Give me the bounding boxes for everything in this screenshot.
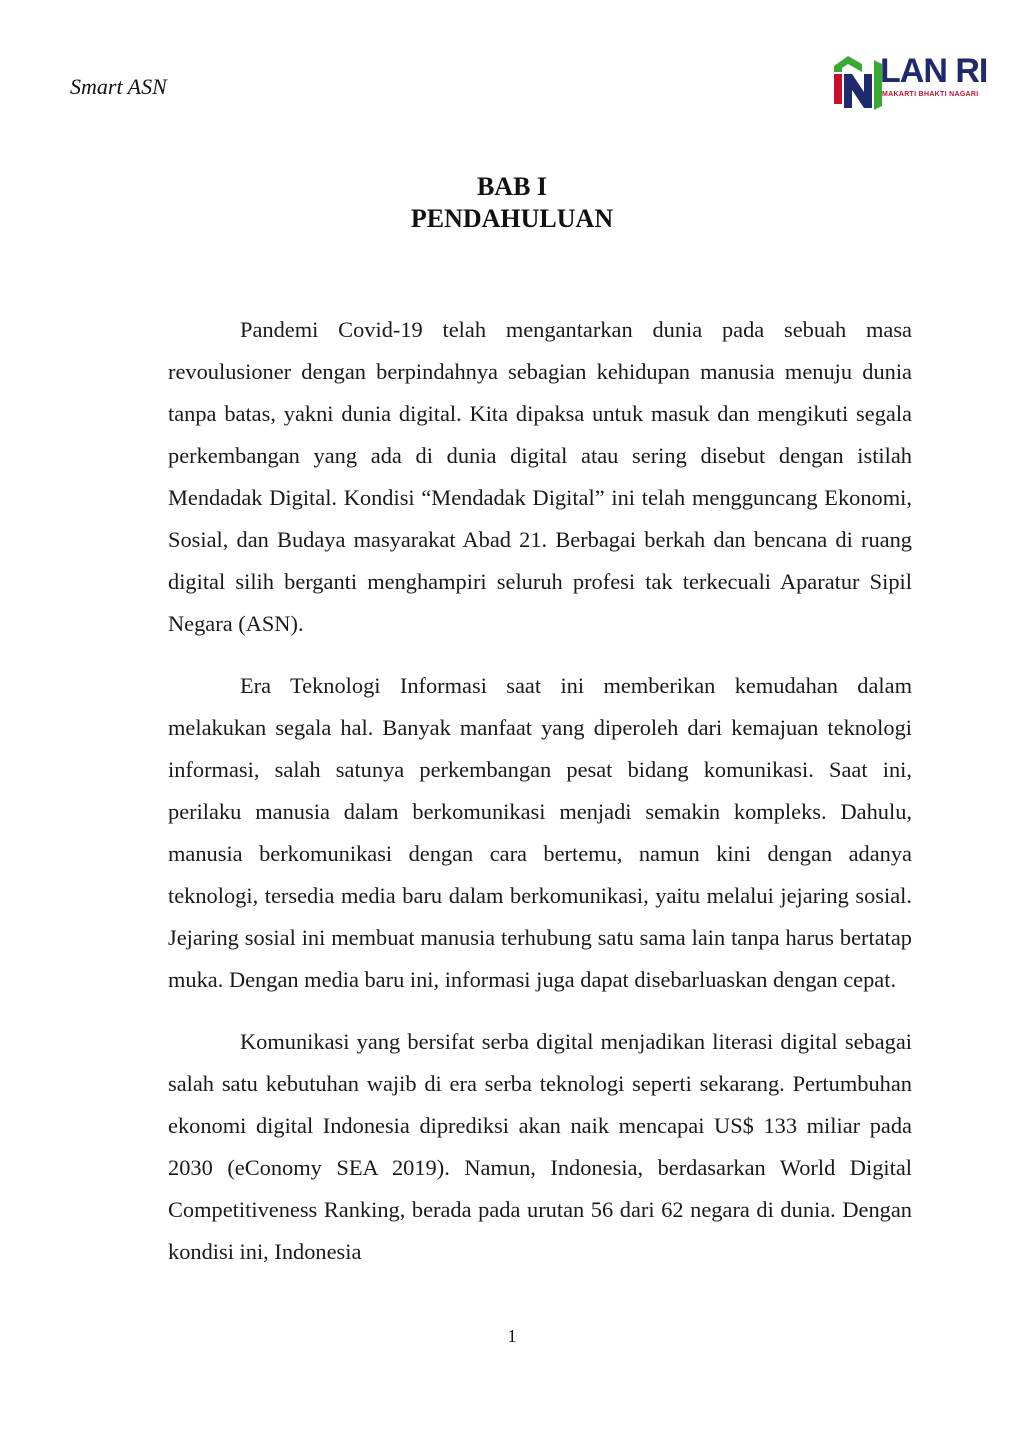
- logo-tagline: MAKARTI BHAKTI NAGARI: [882, 91, 979, 98]
- paragraph: Komunikasi yang bersifat serba digital menjadikan literasi digital sebagai salah satu kebutuhan wajib di era serba teknologi seperti sekarang. Pertumbuhan ekonomi digital Indonesia diprediksi akan naik mencapai US$ 133 miliar pada 2030 (eConomy SEA 2019). Namun, Indonesia, berdasarkan World Digital Competitiveness Ranking, berada pada urutan 56 dari 62 negara di dunia. Dengan kondisi ini, Indonesia: [168, 1029, 912, 1264]
- logo-name: LAN RI: [880, 52, 988, 90]
- lan-ri-logo: [830, 50, 990, 112]
- chapter-title: PENDAHULUAN: [410, 204, 614, 233]
- paragraph: Pandemi Covid-19 telah mengantarkan dunia pada sebuah masa revoulusioner dengan berpindahnya sebagian kehidupan manusia menuju dunia tanpa batas, yakni dunia digital. Kita dipaksa untuk masuk dan mengikuti segala perkembangan yang ada di dunia digital atau sering disebut dengan istilah Mendadak Digital. Kondisi “Mendadak Digital” ini telah mengguncang Ekonomi, Sosial, dan Budaya masyarakat Abad 21. Berbagai berkah dan bencana di ruang digital silih berganti menghampiri seluruh profesi tak terkecuali Aparatur Sipil Negara (ASN).: [168, 317, 912, 636]
- page-number: 1: [507, 1326, 517, 1346]
- running-header-title: Smart ASN: [70, 74, 167, 99]
- lan-ri-logo-icon: [830, 50, 886, 110]
- body-text: [168, 309, 912, 1293]
- chapter-number: BAB I: [476, 172, 548, 201]
- paragraph: Era Teknologi Informasi saat ini memberikan kemudahan dalam melakukan segala hal. Banyak manfaat yang diperoleh dari kemajuan teknologi informasi, salah satunya perkembangan pesat bidang komunikasi. Saat ini, perilaku manusia dalam berkomunikasi menjadi semakin kompleks. Dahulu, manusia berkomunikasi dengan cara bertemu, namun kini dengan adanya teknologi, tersedia media baru dalam berkomunikasi, yaitu melalui jejaring sosial. Jejaring sosial ini membuat manusia terhubung satu sama lain tanpa harus bertatap muka. Dengan media baru ini, informasi juga dapat disebarluaskan dengan cepat.: [168, 673, 912, 992]
